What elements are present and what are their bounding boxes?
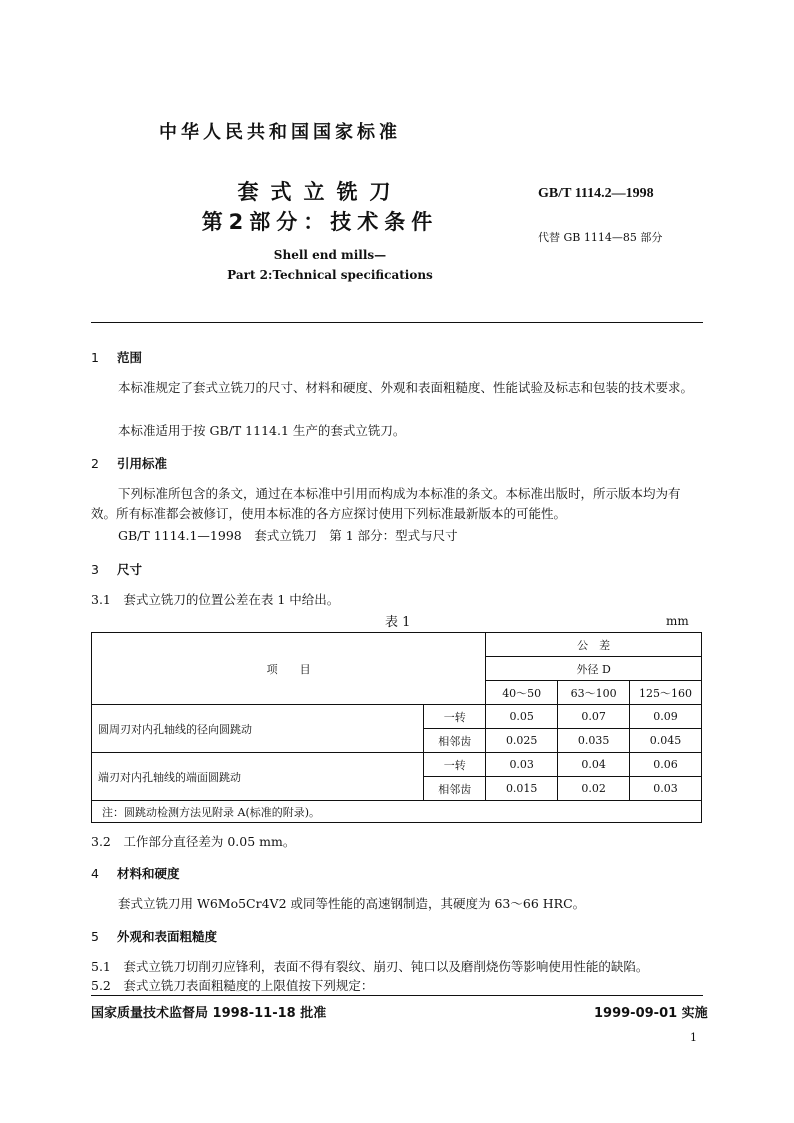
section-number: 3 <box>91 562 99 577</box>
table-cell: 0.09 <box>630 705 702 729</box>
section-title: 范围 <box>117 350 143 365</box>
row-item: 端刃对内孔轴线的端面圆跳动 <box>92 753 424 801</box>
implementation-date: 1999-09-01 实施 <box>594 1006 708 1021</box>
title-line-1: 套式立铣刀 <box>237 180 403 204</box>
footer-rule <box>91 995 703 996</box>
clause-5-2: 5.2 套式立铣刀表面粗糙度的上限值按下列规定： <box>91 978 374 993</box>
section-title: 材料和硬度 <box>117 866 180 881</box>
section-title: 外观和表面粗糙度 <box>117 929 218 944</box>
item-header: 项 目 <box>92 633 486 705</box>
section-2-heading <box>91 454 167 472</box>
page-number: 1 <box>690 1031 697 1044</box>
clause-3-2: 3.2 工作部分直径差为 0.05 mm。 <box>91 834 296 849</box>
section-1-paragraph-2: 本标准适用于按 GB/T 1114.1 生产的套式立铣刀。 <box>118 423 406 438</box>
clause-3-1: 3.1 套式立铣刀的位置公差在表 1 中给出。 <box>91 592 340 607</box>
table-cell: 0.06 <box>630 753 702 777</box>
section-1-heading <box>91 348 142 366</box>
title-line-2: 第2部分：技术条件 <box>201 210 439 234</box>
section-5-heading <box>91 927 217 945</box>
section-4-paragraph: 套式立铣刀用 W6Mo5Cr4V2 或同等性能的高速钢制造，其硬度为 63～66 HRC。 <box>118 896 586 911</box>
section-1-paragraph-1: 本标准规定了套式立铣刀的尺寸、材料和硬度、外观和表面粗糙度、性能试验及标志和包装的技术要求。 <box>118 380 694 395</box>
row-sublabel: 相邻齿 <box>424 729 486 753</box>
section-number: 2 <box>91 456 99 471</box>
table-caption: 表 1 <box>385 615 411 630</box>
table-cell: 0.015 <box>486 777 558 801</box>
table-note: 注：圆跳动检测方法见附录 A(标准的附录)。 <box>92 801 702 823</box>
table-1 <box>91 632 702 823</box>
table-cell: 0.03 <box>486 753 558 777</box>
english-title-line-2: Part 2:Technical specifications <box>227 268 433 282</box>
section-number: 4 <box>91 866 99 881</box>
national-standard-heading: 中华人民共和国国家标准 <box>159 122 401 143</box>
english-title-line-1: Shell end mills— <box>273 248 387 262</box>
table-cell: 0.025 <box>486 729 558 753</box>
table-cell: 0.07 <box>558 705 630 729</box>
table-row <box>92 705 702 729</box>
section-3-heading <box>91 560 142 578</box>
section-title: 引用标准 <box>117 456 168 471</box>
diameter-header: 外径 D <box>486 657 702 681</box>
clause-5-1: 5.1 套式立铣刀切削刃应锋利，表面不得有裂纹、崩刃、钝口以及磨削烧伤等影响使用性能的缺陷。 <box>91 959 649 974</box>
replaces-note: 代替 GB 1114—85 部分 <box>538 231 663 244</box>
table-unit: mm <box>666 614 689 628</box>
section-title: 尺寸 <box>117 562 143 577</box>
section-4-heading <box>91 864 180 882</box>
table-row <box>92 753 702 777</box>
row-sublabel: 一转 <box>424 705 486 729</box>
table-cell: 0.03 <box>630 777 702 801</box>
standard-number: GB/T 1114.2—1998 <box>538 186 654 201</box>
table-cell: 0.045 <box>630 729 702 753</box>
section-number: 5 <box>91 929 99 944</box>
section-2-paragraph-1: 下列标准所包含的条文，通过在本标准中引用而构成为本标准的条文。本标准出版时，所示版本均为有效。所有标准都会被修订，使用本标准的各方应探讨使用下列标准最新版本的可能性。 <box>91 486 681 521</box>
range-header: 40～50 <box>486 681 558 705</box>
row-item: 圆周刃对内孔轴线的径向圆跳动 <box>92 705 424 753</box>
row-sublabel: 一转 <box>424 753 486 777</box>
table-cell: 0.02 <box>558 777 630 801</box>
tolerance-header: 公 差 <box>486 633 702 657</box>
range-header: 63～100 <box>558 681 630 705</box>
row-sublabel: 相邻齿 <box>424 777 486 801</box>
range-header: 125～160 <box>630 681 702 705</box>
approval-note: 国家质量技术监督局 1998-11-18 批准 <box>91 1006 327 1021</box>
header-rule <box>91 322 703 323</box>
table-cell: 0.04 <box>558 753 630 777</box>
section-2-reference: GB/T 1114.1—1998 套式立铣刀 第 1 部分：型式与尺寸 <box>118 528 458 543</box>
section-number: 1 <box>91 350 99 365</box>
table-cell: 0.035 <box>558 729 630 753</box>
table-cell: 0.05 <box>486 705 558 729</box>
